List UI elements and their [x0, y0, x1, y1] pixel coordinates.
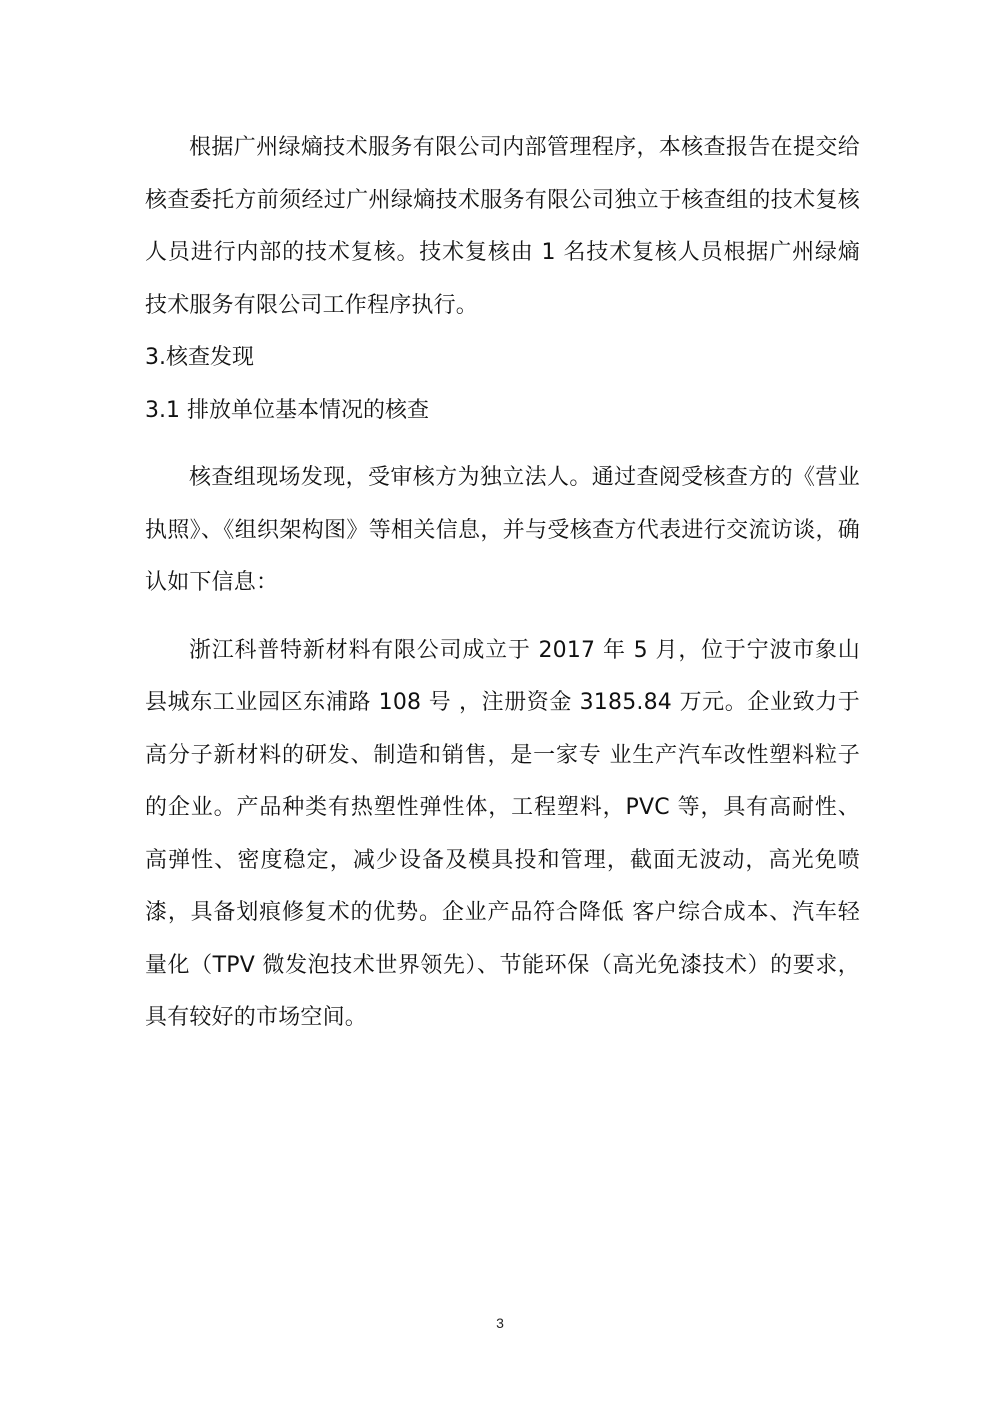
spacer [145, 610, 860, 625]
subsection-heading-basic-info: 3.1 排放单位基本情况的核查 [145, 397, 429, 423]
page-number: 3 [496, 1315, 504, 1331]
paragraph-onsite-findings: 核查组现场发现，受审核方为独立法人。通过查阅受核查方的《营业执照》、《组织架构图》等相关信息，并与受核查方代表进行交流访谈，确认如下信息： [145, 465, 860, 595]
paragraph-company-profile: 浙江科普特新材料有限公司成立于 2017 年 5 月，位于宁波市象山县城东工业园区东浦路 108 号 ，注册资金 3185.84 万元。企业致力于高分子新材料的研发、制造和销售，是一家专 业生产汽车改性塑料粒子的企业。产品种类有热塑性弹性体，工程塑料，PVC 等，具有高耐性、高弹性、密度稳定，减少设备及模具投和管理，截面无波动，高光免喷漆，具备划痕修复术的优势。企业产品符合降低 客户综合成本、汽车轻量化（TPV 微发泡技术世界领先）、节能环保（高光免漆技术）的要求，具有较好的市场空间。 [145, 637, 860, 1030]
spacer [145, 437, 860, 452]
section-heading-findings: 3.核查发现 [145, 345, 254, 370]
document-body [145, 122, 860, 1045]
paragraph-technical-review: 根据广州绿熵技术服务有限公司内部管理程序，本核查报告在提交给核查委托方前须经过广州绿熵技术服务有限公司独立于核查组的技术复核人员进行内部的技术复核。技术复核由 1 名技术复核人员根据广州绿熵技术服务有限公司工作程序执行。 [145, 135, 860, 318]
